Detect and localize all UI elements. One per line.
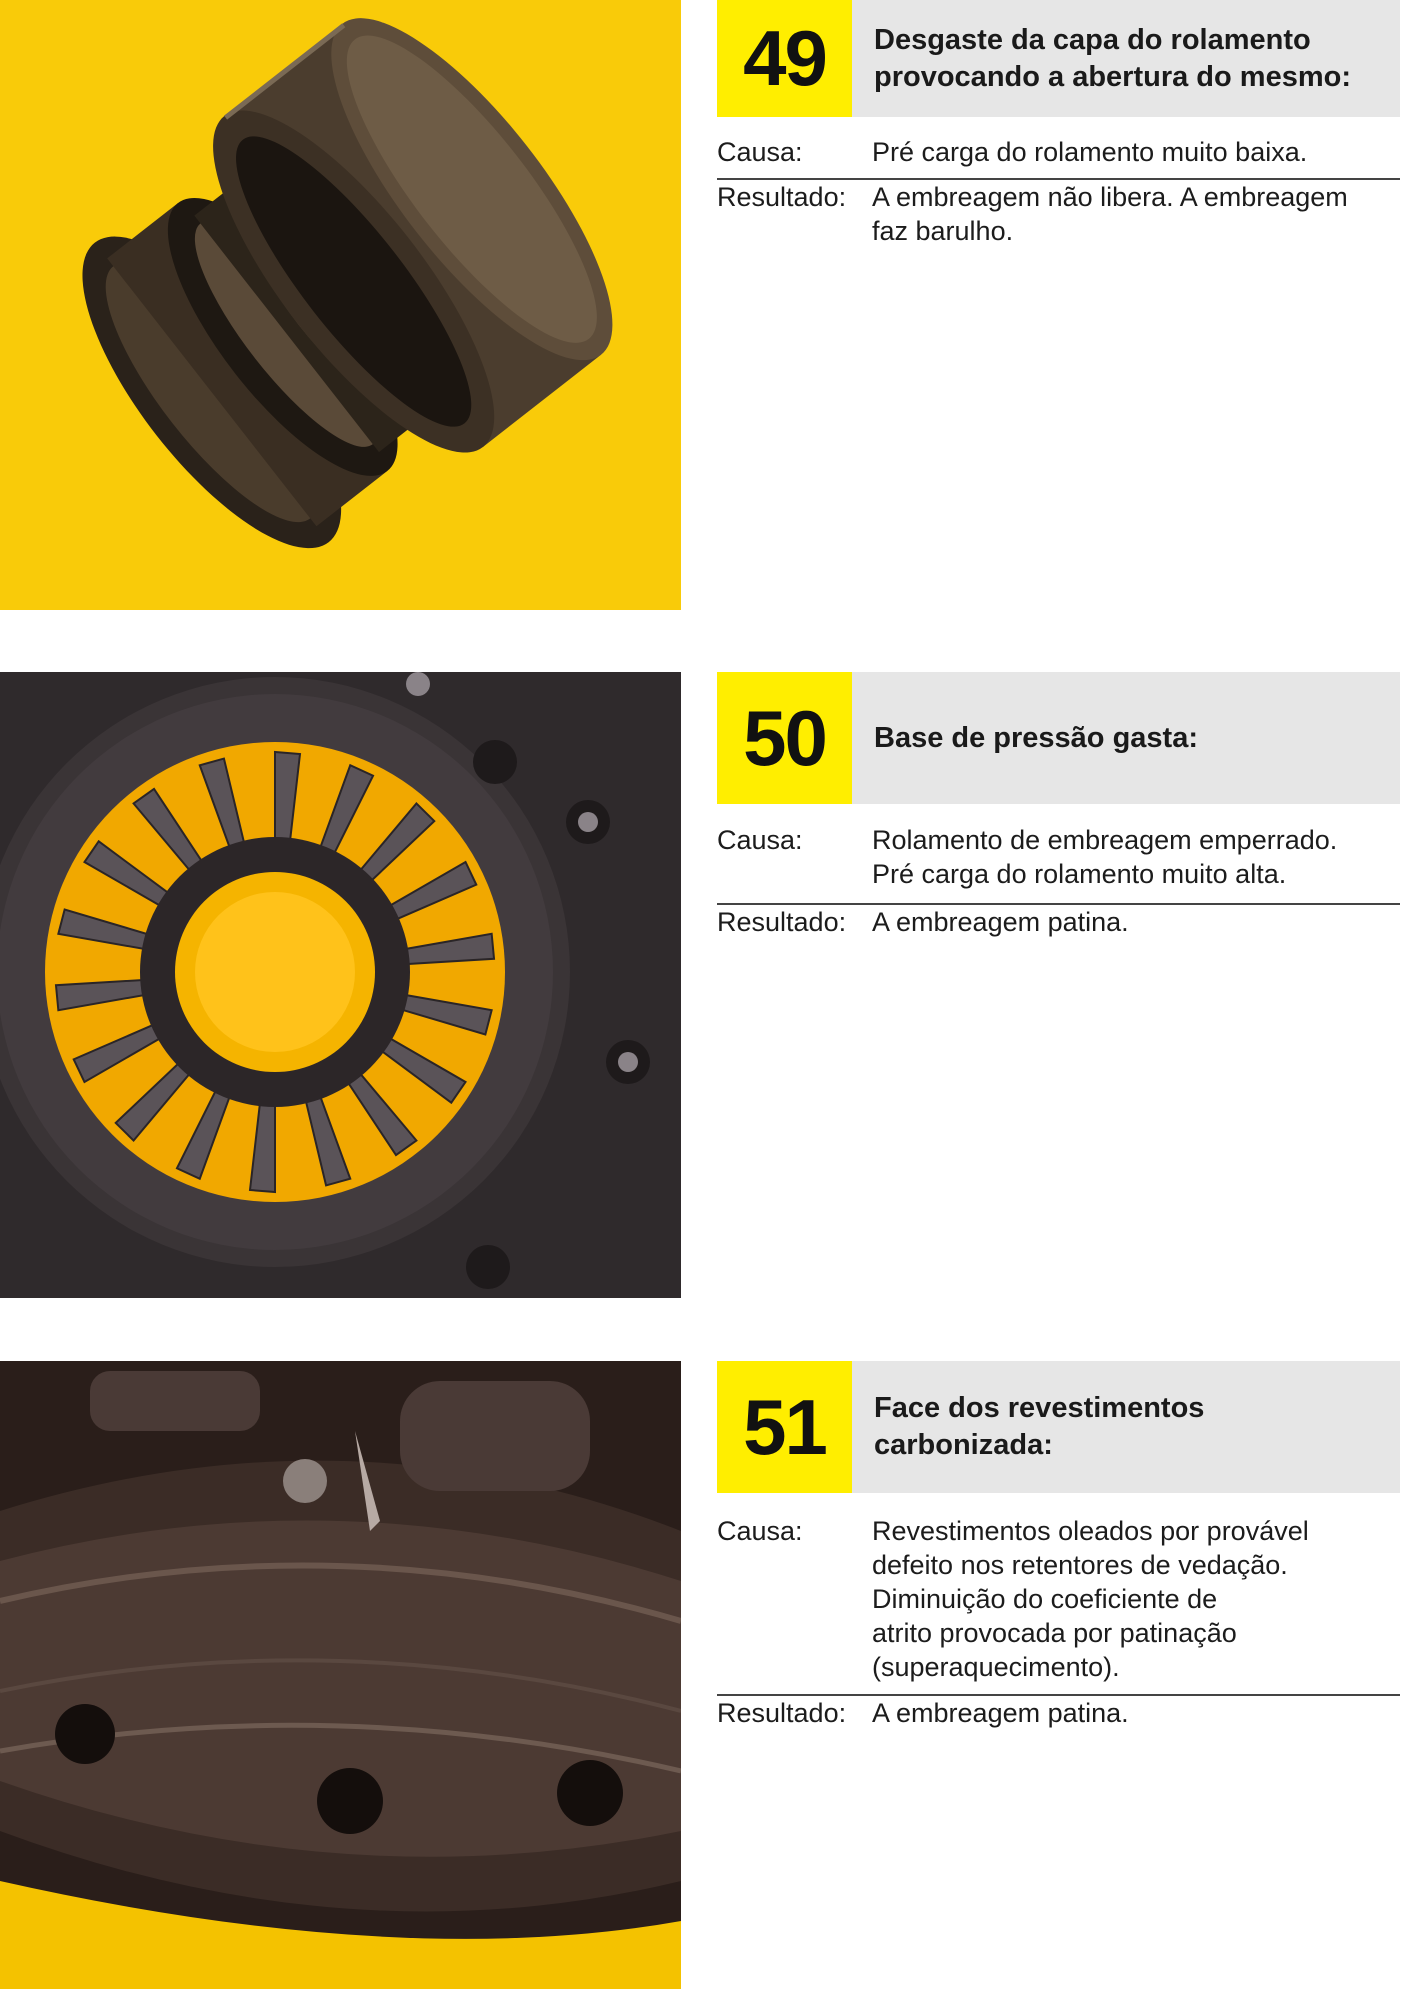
result-label: Resultado: xyxy=(717,182,847,212)
cause-label: Causa: xyxy=(717,1516,803,1546)
cause-text: Pré carga do rolamento muito baixa. xyxy=(872,137,1308,167)
entry-number: 50 xyxy=(717,672,852,804)
entry-header xyxy=(717,672,1400,804)
entry-number: 51 xyxy=(717,1361,852,1493)
cause-label: Causa: xyxy=(717,137,803,167)
clutch-disc-photo xyxy=(0,1361,681,1989)
result-text: A embreagem não libera. A embreagem faz barulho. xyxy=(872,182,1348,246)
entry-header xyxy=(717,0,1400,117)
entry-number: 49 xyxy=(717,0,852,117)
cause-label: Causa: xyxy=(717,825,803,855)
entry-51 xyxy=(0,1361,1414,1987)
release-bearing-photo xyxy=(0,0,681,610)
clutch-disc-image xyxy=(0,1361,681,1989)
cause-text: Revestimentos oleados por provável defeito nos retentores de vedação. Diminuição do coeficiente de atrito provocada por patinação (superaquecimento). xyxy=(872,1516,1309,1682)
entry-title: Face dos revestimentos carbonizada: xyxy=(874,1392,1205,1461)
entry-header xyxy=(717,1361,1400,1493)
pressure-plate-image xyxy=(0,672,681,1298)
cause-text: Rolamento de embreagem emperrado. Pré carga do rolamento muito alta. xyxy=(872,825,1338,889)
result-label: Resultado: xyxy=(717,907,847,937)
entry-title: Desgaste da capa do rolamento provocando a abertura do mesmo: xyxy=(874,23,1351,93)
result-label: Resultado: xyxy=(717,1698,847,1728)
entry-50 xyxy=(0,672,1414,1298)
release-bearing-image xyxy=(0,0,681,610)
entry-title: Base de pressão gasta: xyxy=(874,721,1198,754)
pressure-plate-photo xyxy=(0,672,681,1298)
result-text: A embreagem patina. xyxy=(872,1698,1129,1728)
entry-49 xyxy=(0,0,1414,626)
result-text: A embreagem patina. xyxy=(872,907,1129,937)
